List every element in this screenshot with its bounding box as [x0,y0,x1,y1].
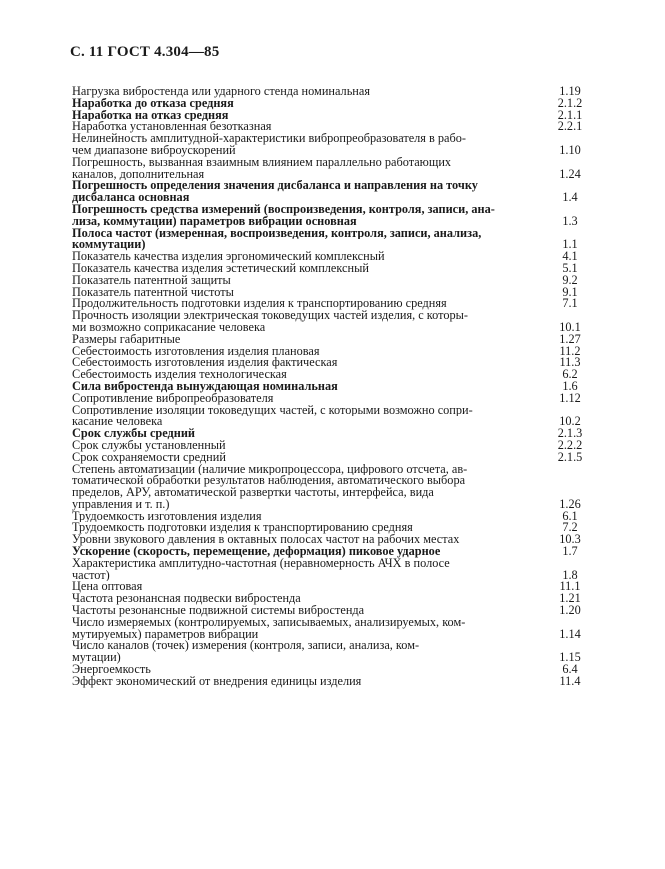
index-entry-line [72,405,600,417]
index-entry-line [72,487,600,499]
index-reference-number: 7.2 [562,520,578,535]
index-entry-line [72,522,600,534]
index-term-text: Показатель качества изделия эргономический комплексный [72,251,385,263]
index-entry [72,522,600,534]
index-entry-line [72,640,600,652]
index-entry-line [72,310,600,322]
index-entry [72,343,600,358]
index-term-text: частот) [72,569,110,582]
index-term-text: ми возможно соприкасание человека [72,321,266,334]
index-reference-number: 9.2 [562,272,578,287]
index-term-text: Цена оптовая [72,581,143,594]
index-entry-line [72,546,600,558]
index-entry-line [72,180,600,192]
index-reference-number: 11.3 [559,355,581,370]
index-entry [72,405,600,429]
index-term-text: томатической обработки результатов наблюдения, автоматического выбора [72,475,466,488]
index-list [72,86,600,688]
index-entry [72,95,600,110]
index-reference-number: 1.8 [562,567,578,582]
index-reference-number: 1.1 [562,237,578,252]
index-entry-line [72,593,600,605]
index-entry-line [72,558,600,570]
index-term-text: Характеристика амплитудно-частотная (неравномерность АЧХ в полосе [72,557,450,570]
index-entry-line [72,534,600,546]
index-reference-number: 11.2 [559,343,581,358]
index-entry-line [72,204,600,216]
index-entry-line [72,298,600,310]
index-entry-line [72,369,600,381]
index-reference-number: 10.3 [559,532,581,547]
index-entry [72,284,600,299]
index-entry-line [72,142,600,157]
index-entry [72,534,600,546]
page-header: С. 11 ГОСТ 4.304—85 [70,44,220,60]
index-entry-line [72,260,600,275]
index-term-text: Уровни звукового давления в октавных полосах частот на рабочих местах [72,534,460,547]
index-entry [72,157,600,181]
index-entry-line [72,664,600,676]
index-term-text: Трудоемкость подготовки изделия к транспортированию средняя [72,522,413,535]
index-entry [72,251,600,263]
index-term-text: управления и т. п.) [72,498,170,511]
index-entry [72,617,600,641]
index-entry-line [72,95,600,110]
index-entry-line [72,496,600,511]
index-entry-line [72,617,600,629]
index-term-text: Погрешность средства измерений (воспроизведения, контроля, записи, ана- [72,203,495,216]
index-entry [72,298,600,310]
index-reference-number: 1.10 [559,142,581,157]
index-term-text: каналов, дополнительная [72,168,205,181]
index-term-text: Срок сохраняемости средний [72,451,226,464]
index-term-text: Эффект экономический от внедрения единицы изделия [72,675,362,688]
index-term-text: Нагрузка вибростенда или ударного стенда номинальная [72,86,371,98]
index-entry [72,310,600,334]
index-term-text: Погрешность, вызванная взаимным влиянием параллельно работающих [72,156,452,169]
index-entry [72,204,600,228]
index-reference-number: 6.4 [562,662,578,677]
index-reference-number: 10.2 [559,414,581,429]
index-entry-line [72,86,600,98]
index-entry-line [72,228,600,240]
index-entry-line [72,464,600,476]
index-entry-line [72,581,600,593]
index-entry-line [72,652,600,664]
index-reference-number: 11.1 [559,579,581,594]
index-reference-number: 1.14 [559,626,581,641]
index-entry [72,133,600,157]
index-entry-line [72,449,600,464]
index-term-text: Ускорение (скорость, перемещение, деформация) пиковое ударное [72,546,441,558]
index-entry [72,369,600,381]
index-entry-line [72,272,600,287]
index-entry [72,605,600,617]
index-entry-line [72,508,600,523]
index-entry [72,558,600,582]
index-entry-line [72,673,600,688]
index-entry [72,378,600,393]
index-entry-line [72,239,600,251]
index-reference-number: 1.6 [562,378,578,393]
index-term-text: Погрешность определения значения дисбаланса и направления на точку [72,180,478,193]
index-entry [72,437,600,452]
index-reference-number: 4.1 [562,249,578,264]
index-reference-number: 2.1.2 [557,95,583,110]
index-reference-number: 1.24 [559,166,581,181]
index-entry [72,546,600,558]
index-reference-number: 1.19 [559,84,581,98]
index-term-text: Себестоимость изготовления изделия фактическая [72,357,338,370]
index-term-text: Трудоемкость изготовления изделия [72,510,262,523]
index-entry-line [72,157,600,169]
index-reference-number: 7.1 [562,296,578,311]
index-reference-number: 1.3 [562,213,578,228]
index-term-text: Число каналов (точек) измерения (контроля, записи, анализа, ком- [72,640,420,653]
index-entry [72,228,600,252]
index-entry-line [72,251,600,263]
index-term-text: Энергоемкость [72,664,151,676]
index-entry-line [72,213,600,228]
index-entry-line [72,357,600,369]
index-term-text: чем диапазоне виброускорений [72,144,236,157]
index-reference-number: 1.15 [559,650,581,665]
index-term-text: Размеры габаритные [72,333,181,346]
index-entry [72,272,600,287]
index-term-text: Полоса частот (измеренная, воспроизведения, контроля, записи, анализа, [72,227,482,240]
index-term-text: лиза, коммутации) параметров вибрации основная [72,215,357,228]
index-entry [72,464,600,511]
index-entry-line [72,133,600,145]
index-reference-number: 2.1.3 [557,426,583,441]
index-entry [72,508,600,523]
index-entry [72,260,600,275]
index-reference-number: 1.26 [559,496,581,511]
index-entry [72,673,600,688]
index-term-text: Нелинейность амплитудной-характеристики вибропреобразователя в рабо- [72,133,467,145]
index-reference-number: 1.20 [559,603,581,618]
index-entry [72,449,600,464]
index-entry-line [72,121,600,133]
index-term-text: мутации) [72,652,121,665]
index-term-text: Показатель качества изделия эстетический комплексный [72,262,369,275]
index-term-text: Срок службы средний [72,428,196,440]
index-term-text: Показатель патентной защиты [72,274,231,287]
index-entry [72,86,600,98]
index-reference-number: 1.4 [562,190,578,205]
index-term-text: Сопротивление изоляции токоведущих частей, с которыми возможно сопри- [72,404,473,417]
index-term-text: Продолжительность подготовки изделия к транспортированию средняя [72,298,447,311]
index-reference-number: 1.12 [559,390,581,405]
index-term-text: Степень автоматизации (наличие микропроцессора, цифрового отсчета, ав- [72,463,468,476]
index-term-text: Наработка на отказ средняя [72,109,229,122]
index-term-text: Сила вибростенда вынуждающая номинальная [72,380,338,393]
index-term-text: Наработка до отказа средняя [72,97,234,110]
index-term-text: пределов, АРУ, автоматической развертки частоты, интерфейса, вида [72,487,434,499]
index-term-text: касание человека [72,416,163,429]
index-reference-number: 9.1 [562,284,578,299]
index-reference-number: 6.1 [562,508,578,523]
index-reference-number: 5.1 [562,260,578,275]
index-entry-line [72,416,600,428]
index-entry [72,331,600,346]
index-entry [72,357,600,369]
index-entry-line [72,319,600,334]
index-entry-line [72,107,600,122]
index-entry [72,593,600,605]
index-entry-line [72,626,600,641]
index-term-text: Наработка установленная безотказная [72,121,272,134]
index-term-text: коммутации) [72,239,146,252]
index-term-text: Сопротивление вибропреобразователя [72,392,274,405]
index-term-text: Срок службы установленный [72,439,226,452]
index-entry-line [72,475,600,487]
index-term-text: Частота резонансная подвески вибростенда [72,593,301,606]
index-entry [72,107,600,122]
index-reference-number: 2.1.5 [557,449,583,464]
index-entry-line [72,331,600,346]
index-entry-line [72,437,600,452]
index-entry-line [72,390,600,405]
index-term-text: Частоты резонансные подвижной системы вибростенда [72,605,365,617]
index-entry [72,121,600,133]
index-reference-number: 10.1 [559,319,581,334]
index-entry [72,581,600,593]
index-entry-line [72,378,600,393]
index-term-text: мутируемых) параметров вибрации [72,628,259,641]
index-entry [72,180,600,204]
index-term-text: Число измеряемых (контролируемых, записываемых, анализируемых, ком- [72,616,466,629]
index-term-text: дисбаланса основная [72,192,190,204]
index-term-text: Себестоимость изготовления изделия плановая [72,345,320,358]
index-reference-number: 2.1.1 [557,107,583,122]
index-entry [72,428,600,440]
index-reference-number: 1.27 [559,331,581,346]
index-reference-number: 1.21 [559,591,581,606]
index-term-text: Прочность изоляции электрическая токоведущих частей изделия, с которы- [72,310,468,322]
index-entry-line [72,567,600,582]
index-entry-line [72,428,600,440]
index-entry [72,664,600,676]
index-reference-number: 1.7 [562,544,578,559]
index-reference-number: 11.4 [559,673,581,688]
index-reference-number: 6.2 [562,367,578,382]
index-term-text: Показатель патентной чистоты [72,286,234,299]
index-reference-number: 2.2.1 [557,119,583,134]
index-entry-line [72,605,600,617]
index-entry-line [72,166,600,181]
index-entry [72,390,600,405]
index-entry-line [72,343,600,358]
index-entry-line [72,192,600,204]
index-reference-number: 2.2.2 [557,437,583,452]
index-term-text: Себестоимость изделия технологическая [72,369,287,381]
index-entry [72,640,600,664]
index-entry-line [72,284,600,299]
